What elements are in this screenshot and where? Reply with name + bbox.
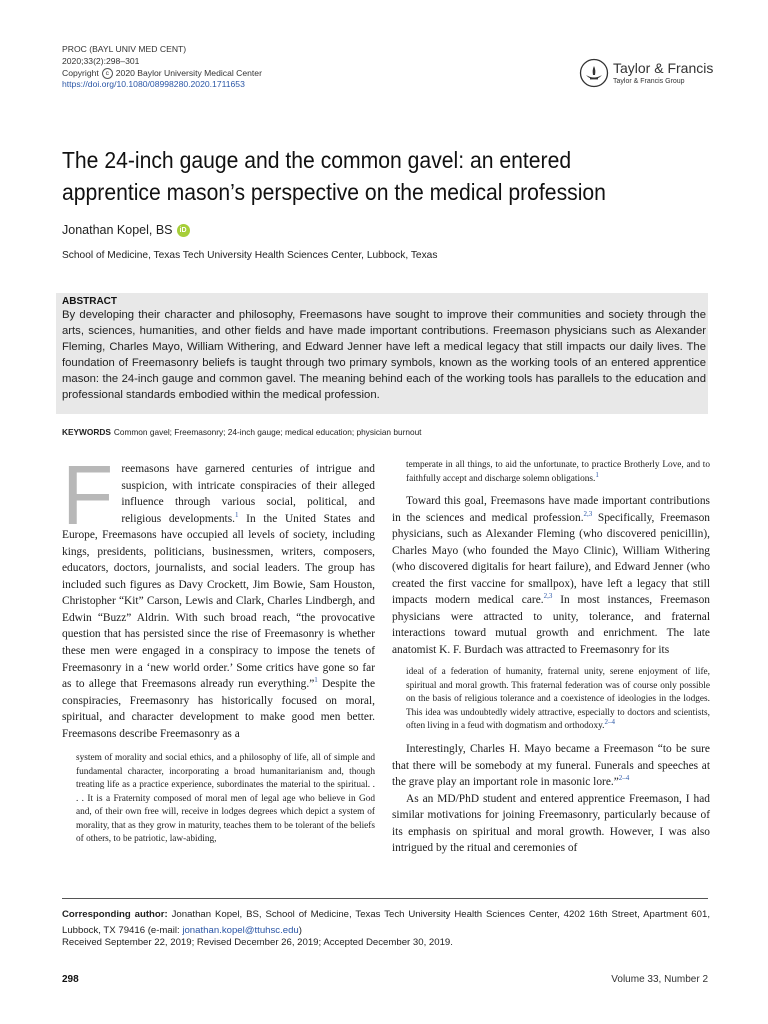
keywords-text: Common gavel; Freemasonry; 24-inch gauge; medical education; physician burnout bbox=[113, 427, 422, 437]
intro-paragraph bbox=[62, 448, 376, 742]
paragraph-text: Interestingly, Charles H. Mayo became a Freemason “to be sure that there will be somebody at my funeral. Funerals and speeches at the grave play an important role in masonic lore.” bbox=[392, 742, 710, 789]
journal-meta bbox=[62, 44, 262, 91]
journal-citation: 2020;33(2):298–301 bbox=[62, 55, 140, 66]
copyright-icon: c bbox=[102, 68, 113, 79]
citation-ref[interactable]: 1 bbox=[595, 470, 599, 479]
intro-text-2: In the United States and Europe, Freemasons have occupied all levels of society, including kings, presidents, politicians, businessmen, writers, composers, educators, doctors, journalists, and social leaders. The group has included such figures as Davy Crockett, Jim Bowie, Sam Houston, Christopher “Kit” Carson, Lewis and Clark, Charles Lindbergh, and Edwin “Buzz” Aldrin. With such broad reach, “the provocative question that has persisted since the rise of Freemasonry is whether these men were engaged in a conspiracy to impose the tenets of Freemasonry in a ‘new world order.’ Some critics have gone so far as to allege that Freemasons already run everything.” bbox=[62, 512, 375, 691]
intro-text-3: Despite the conspiracies, Freemasonry has historically focused on moral, spiritual, and character development to make good men better. Freemasons describe Freemasonry as a bbox=[62, 678, 376, 740]
lamp-logo-icon bbox=[579, 58, 609, 88]
paragraph-text: In most instances, Freemason physicians were attracted to unity, tolerance, and fraternal interactions toward mutual growth and enrichment. The late anatomist K. F. Burdach was attracted to Freemasonry for its bbox=[392, 594, 710, 656]
intro-text-1: reemasons have garnered centuries of intrigue and suspicion, with intricate conspiracies of their alleged influence through various social, political, and religious developments. bbox=[121, 463, 375, 525]
drop-cap: F bbox=[62, 448, 114, 542]
citation-ref[interactable]: 1 bbox=[314, 676, 318, 685]
keywords-line bbox=[62, 427, 422, 437]
paragraph-text: Toward this goal, Freemasons have made important contributions in the sciences and medical profession. bbox=[392, 495, 710, 524]
block-quote bbox=[392, 666, 710, 734]
volume-info: Volume 33, Number 2 bbox=[611, 974, 708, 985]
orcid-icon[interactable]: iD bbox=[177, 224, 190, 237]
body-paragraph bbox=[392, 493, 710, 658]
publisher-logo[interactable] bbox=[579, 58, 719, 92]
page-number: 298 bbox=[62, 974, 79, 985]
corresponding-author bbox=[62, 907, 710, 939]
keywords-label: KEYWORDS bbox=[62, 427, 111, 437]
title-line-2: apprentice mason’s perspective on the medical profession bbox=[62, 179, 606, 205]
journal-name: PROC (BAYL UNIV MED CENT) bbox=[62, 44, 187, 54]
body-right-column bbox=[392, 459, 710, 857]
copyright-prefix: Copyright bbox=[62, 67, 99, 78]
author-line bbox=[62, 223, 190, 237]
corresp-text: Jonathan Kopel, BS, School of Medicine, Texas Tech University Health Sciences Center, 4202 16th Street, Apartment 601, Lubbock, TX 79416 (e-mail: bbox=[62, 909, 710, 936]
author-name[interactable]: Jonathan Kopel, BS bbox=[62, 223, 173, 237]
body-paragraph: As an MD/PhD student and entered apprentice Freemason, I had similar motivations for joining Freemasonry, particularly because of its emphasis on spiritual and moral growth. However, I was also intrigued by the ritual and ceremonies of bbox=[392, 792, 710, 855]
block-quote: system of morality and social ethics, and a philosophy of life, all of simple and fundamental character, incorporating a broad humanitarianism and, though treating life as a practice experience, subordinates the material to the spiritual. . . . It is a Fraternity composed of moral men of legal age who believe in God and, of their own free will, receive in lodges degrees which depict a system of morality, that as they grow in maturity, teaches them to be tolerant of the beliefs of others, to be patriotic, law-abiding, bbox=[76, 753, 375, 845]
affiliation: School of Medicine, Texas Tech University Health Sciences Center, Lubbock, Texas bbox=[62, 250, 438, 261]
corresp-label: Corresponding author: bbox=[62, 909, 168, 920]
citation-ref[interactable]: 2,3 bbox=[543, 592, 553, 601]
doi-link[interactable]: https://doi.org/10.1080/08998280.2020.1711653 bbox=[62, 79, 245, 90]
email-link[interactable]: jonathan.kopel@ttuhsc.edu bbox=[182, 925, 299, 936]
citation-ref[interactable]: 1 bbox=[234, 510, 239, 519]
article-title bbox=[62, 144, 647, 208]
title-line-1: The 24-inch gauge and the common gavel: an entered bbox=[62, 147, 572, 173]
quote-text: temperate in all things, to aid the unfortunate, to practice Brotherly Love, and to faithfully accept and discharge solemn obligations. bbox=[406, 460, 710, 484]
copyright-text: 2020 Baylor University Medical Center bbox=[115, 67, 262, 78]
corresp-end: ) bbox=[298, 925, 302, 936]
quote-text: ideal of a federation of humanity, fraternal unity, serene enjoyment of life, spiritual and moral growth. This fraternal federation was of course only possible on the basis of religious tolerance and a coexistence of ideologies in the lodges. This idea was undoubtedly widely attractive, especially to doctors and scientists, often living in a feud with dogmatism and orthodoxy. bbox=[406, 667, 710, 732]
received-dates: Received September 22, 2019; Revised December 26, 2019; Accepted December 30, 2019. bbox=[62, 937, 453, 948]
body-left-column bbox=[62, 448, 376, 847]
citation-ref[interactable]: 2,3 bbox=[583, 509, 593, 518]
citation-ref[interactable]: 2–4 bbox=[618, 774, 630, 783]
publisher-name: Taylor & Francis bbox=[613, 60, 714, 76]
paragraph-text: Specifically, Freemason physicians, such as Alexander Fleming (who discovered penicillin), Charles Mayo (who founded the Mayo Clinic), William Withering (who discovered digitalis for heart failure), and Edward Jenner (who created the first vaccine for smallpox), have left a legacy that still impacts modern medical care. bbox=[392, 511, 710, 607]
footer-rule bbox=[62, 898, 708, 899]
body-paragraph bbox=[392, 741, 710, 791]
block-quote bbox=[392, 459, 710, 486]
publisher-group: Taylor & Francis Group bbox=[613, 78, 685, 85]
abstract-text: By developing their character and philosophy, Freemasons have sought to improve their communities and society through the arts, sciences, humanities, and other fields and have made important contributions. Freemason physicians such as Alexander Fleming, Charles Mayo, William Withering, and Edward Jenner have left a medical legacy that still impacts our daily lives. The foundation of Freemasonry beliefs is taught through two primary symbols, known as the working tools of an entered apprentice mason: the 24-inch gauge and common gavel. The meaning behind each of the working tools has parallels to the education and professional standards embodied within the medical profession. bbox=[62, 309, 706, 402]
citation-ref[interactable]: 2–4 bbox=[604, 718, 615, 727]
abstract-heading: ABSTRACT bbox=[62, 296, 117, 307]
abstract-box bbox=[56, 293, 708, 414]
copyright-line bbox=[62, 68, 262, 80]
